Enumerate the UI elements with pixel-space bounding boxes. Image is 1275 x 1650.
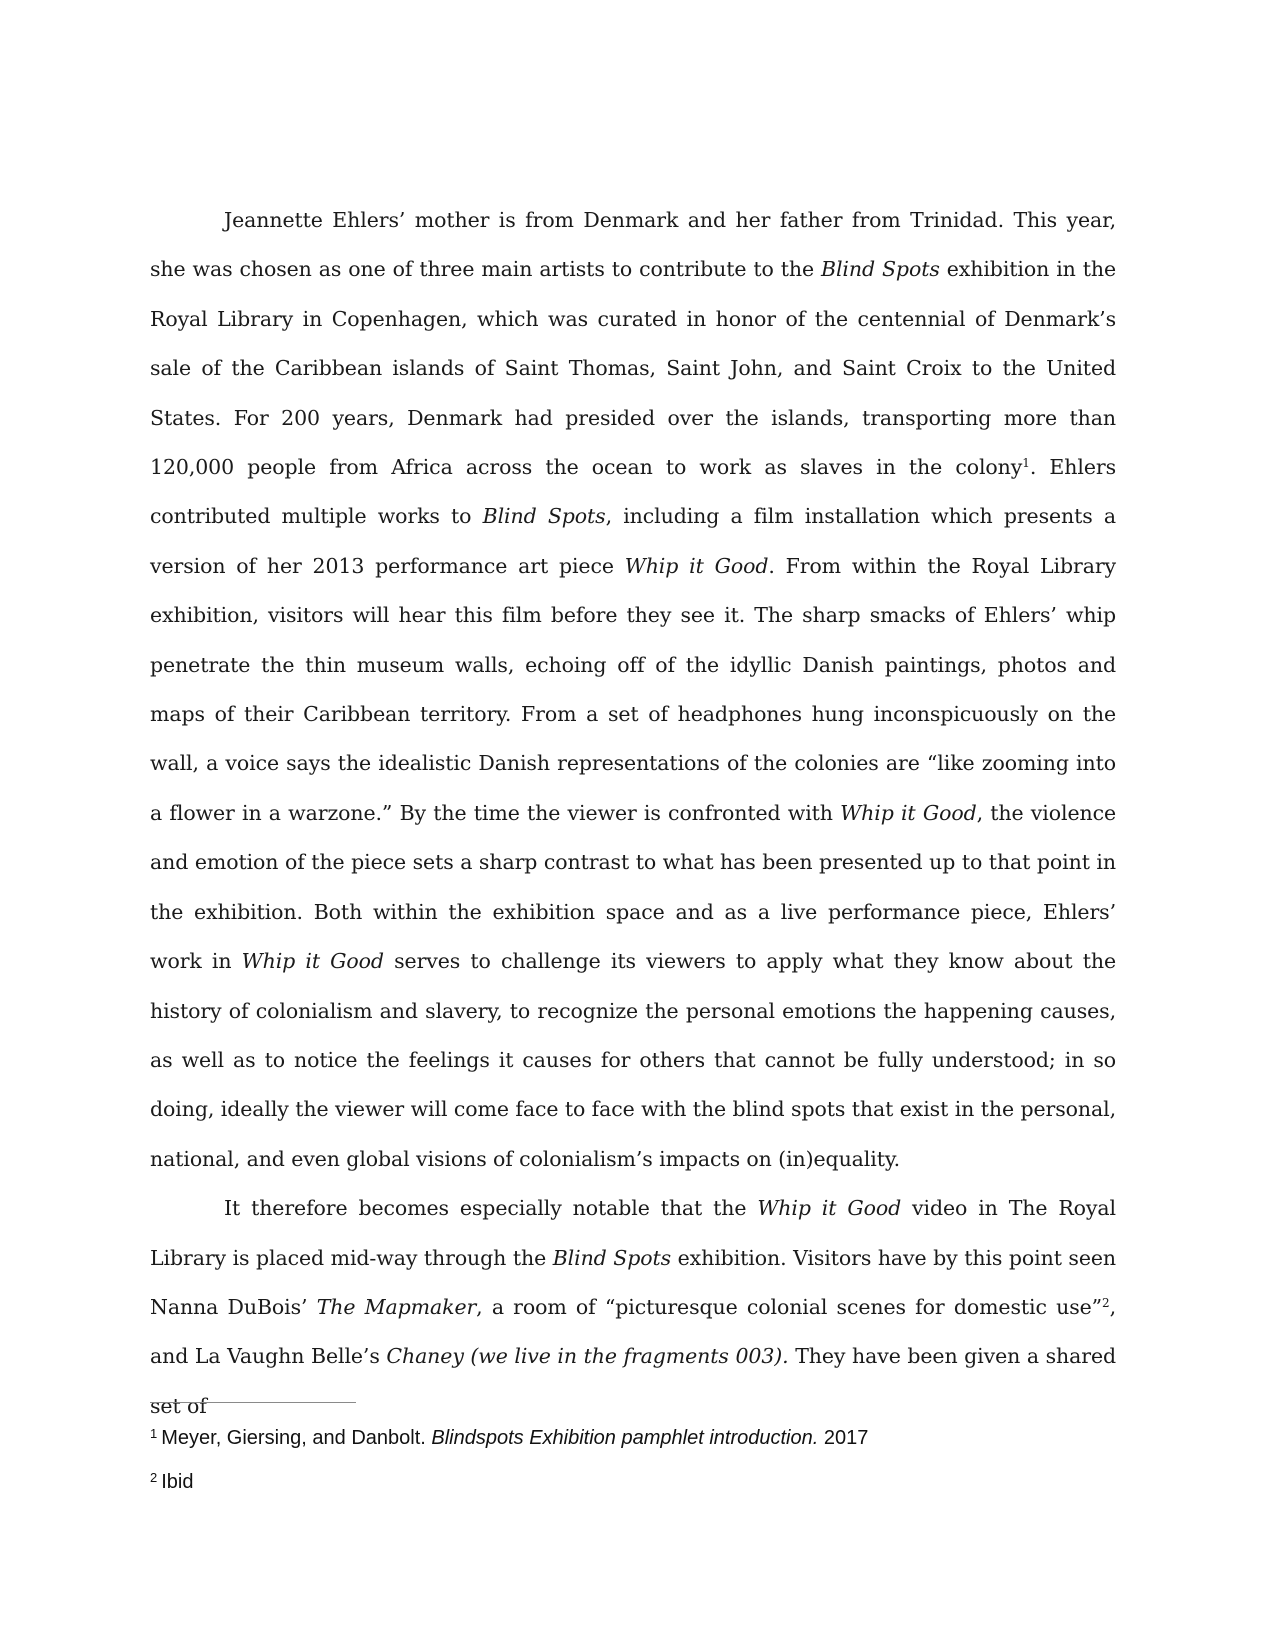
italic-title-whip-it-good: Whip it Good — [840, 800, 977, 825]
footnote-ref-2[interactable]: 2 — [1102, 1295, 1110, 1310]
footnote-number: 1 — [150, 1426, 158, 1441]
text-run: Jeannette Ehlers’ mother is from Denmark and her father from Trinidad. This year, she was chosen as one of three main artists to contribute to the — [150, 208, 1116, 282]
text-run: , the violence and emotion of the piece sets a sharp contrast to what has been presented up to that point in the exhibition. Both within the exhibition space and as a live performance piece, Ehlers’ work in — [150, 800, 1116, 974]
italic-title-blind-spots: Blind Spots — [552, 1245, 672, 1270]
body-text — [150, 196, 1116, 1431]
text-run: video in The Royal Library is placed mid-way through the — [150, 1196, 1116, 1270]
footnote-separator — [150, 1402, 356, 1403]
italic-title-whip-it-good: Whip it Good — [757, 1196, 902, 1221]
paragraph — [150, 1184, 1116, 1431]
text-run: , including a film installation which presents a version of her 2013 performance art piece — [150, 504, 1116, 578]
text-run: . From within the Royal Library exhibition, visitors will hear this film before they see it. The sharp smacks of Ehlers’ whip penetrate the thin museum walls, echoing off of the idyllic Danish paintings, photos and maps of their Caribbean territory. From a set of headphones hung inconspicuously on the wall, a voice says the idealistic Danish representations of the colonies are “like zooming into a flower in a warzone.” By the time the viewer is confronted with — [150, 553, 1117, 825]
footnote-text: Meyer, Giersing, and Danbolt. — [161, 1427, 432, 1449]
text-run: serves to challenge its viewers to apply what they know about the history of colonialism and slavery, to recognize the personal emotions the happening causes, as well as to notice the feelings it causes for others that cannot be fully understood; in so doing, ideally the viewer will come face to face with the blind spots that exist in the personal, national, and even global visions of colonialism’s impacts on (in)equality. — [150, 949, 1116, 1171]
footnote-trail: 2017 — [818, 1427, 869, 1449]
text-run: , and La Vaughn Belle’s — [150, 1294, 1116, 1369]
footnote-2 — [150, 1456, 1116, 1500]
text-run: It therefore becomes especially notable that the — [224, 1196, 758, 1221]
italic-title-blind-spots: Blind Spots — [821, 257, 940, 282]
footnote-italic-text: Blindspots Exhibition pamphlet introduction. — [431, 1427, 819, 1449]
text-run: exhibition. Visitors have by this point seen Nanna DuBois’ — [150, 1245, 1116, 1319]
paragraph — [150, 196, 1116, 1184]
footnotes — [150, 1412, 1116, 1500]
italic-title-whip-it-good: Whip it Good — [241, 949, 384, 974]
italic-title-whip-it-good: Whip it Good — [624, 553, 769, 578]
italic-title-the-mapmaker: The Mapmaker — [316, 1294, 477, 1319]
text-run: exhibition in the Royal Library in Copenhagen, which was curated in honor of the centennial of Denmark’s sale of the Caribbean islands of Saint Thomas, Saint John, and Saint Croix to the United States. For 200 years, Denmark had presided over the islands, transporting more than 120,000 people from Africa across the ocean to work as slaves in the colony — [150, 257, 1117, 480]
italic-title-blind-spots: Blind Spots — [482, 504, 606, 529]
text-run: They have been given a shared set of — [150, 1344, 1116, 1418]
text-run: , a room of “picturesque colonial scenes for domestic use” — [476, 1294, 1103, 1319]
italic-title-chaney: Chaney (we live in the fragments 003). — [386, 1344, 789, 1369]
footnote-number: 2 — [150, 1470, 158, 1485]
footnote-text: Ibid — [161, 1471, 194, 1493]
footnote-ref-1[interactable]: 1 — [1022, 456, 1030, 471]
text-run: . Ehlers contributed multiple works to — [150, 455, 1116, 529]
footnote-1 — [150, 1412, 1116, 1456]
